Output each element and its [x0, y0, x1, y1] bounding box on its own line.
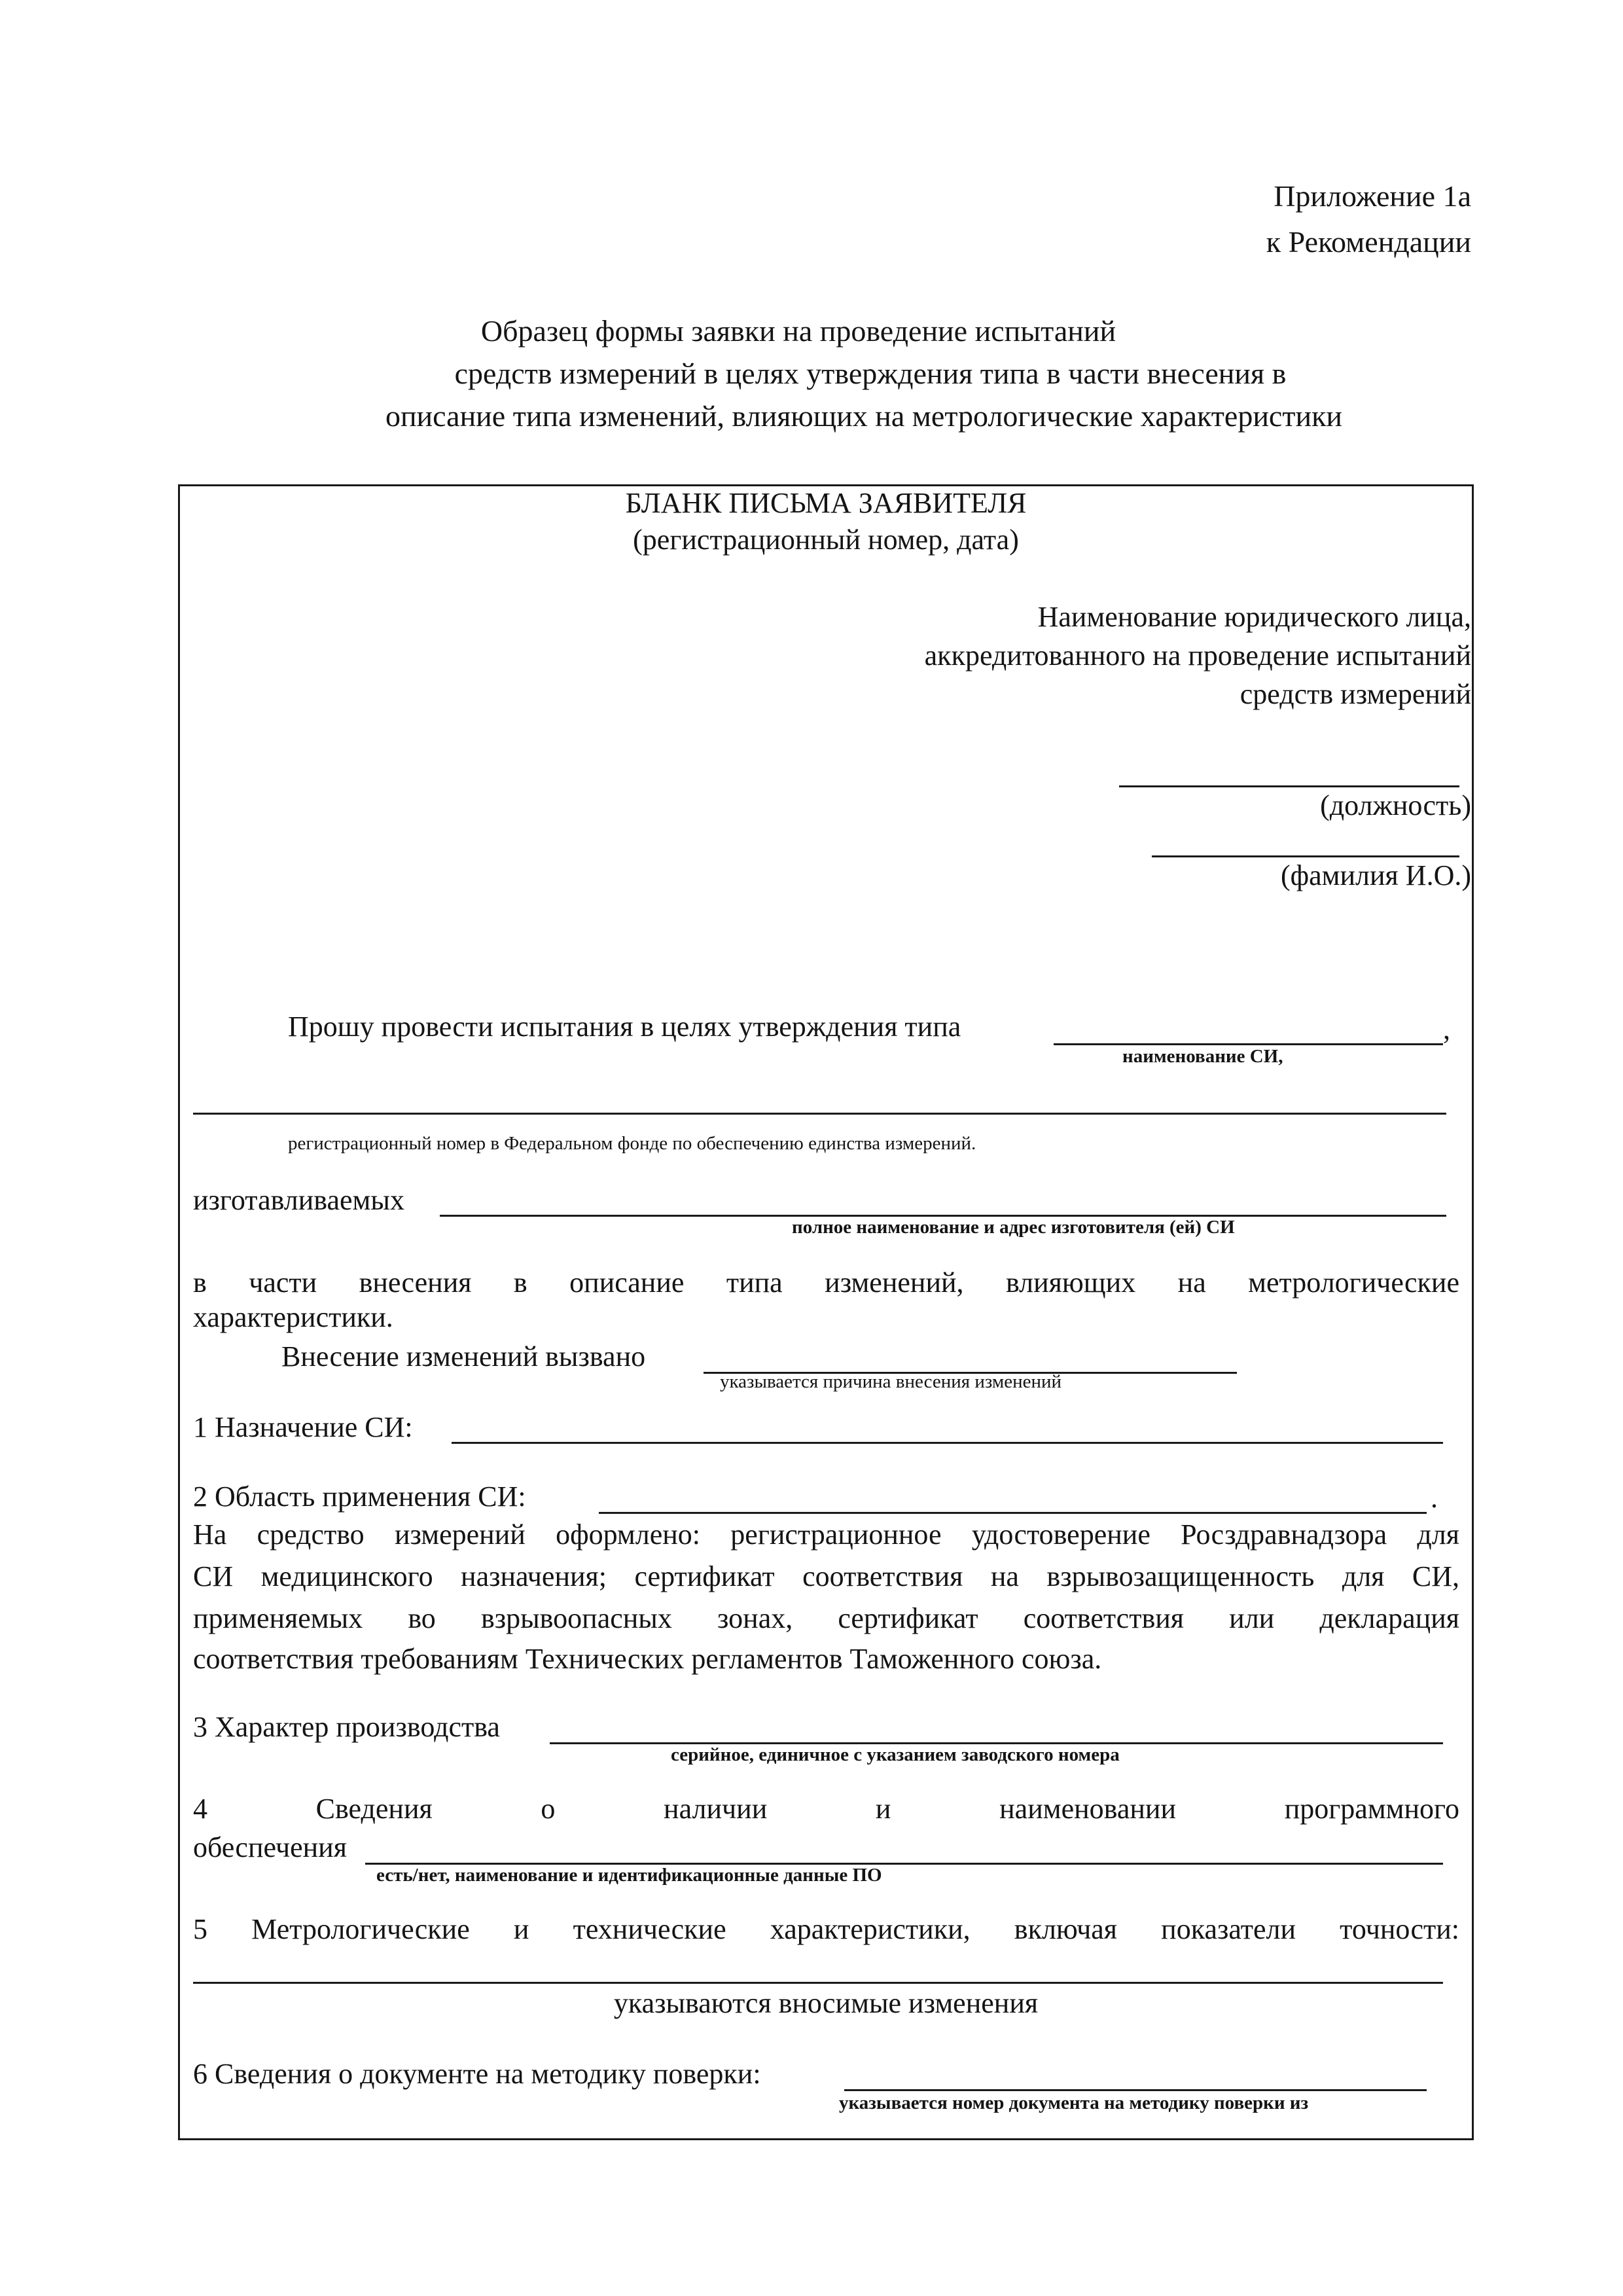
request-text: Прошу провести испытания в целях утверждения типа: [288, 1011, 961, 1043]
certificates-line-4: соответствия требованиям Технических регламентов Таможенного союза.: [193, 1643, 1102, 1675]
software-line-1: 4 Сведения о наличии и наименовании программного: [193, 1793, 1459, 1825]
production-label: 3 Характер производства: [193, 1711, 500, 1743]
name-field[interactable]: [1152, 855, 1459, 857]
certificates-line-2: СИ медицинского назначения; сертификат соответствия на взрывозащищенность для СИ,: [193, 1560, 1459, 1592]
letterhead-title: БЛАНК ПИСЬМА ЗАЯВИТЕЛЯ: [625, 487, 1027, 519]
production-caption: серийное, единичное с указанием заводского номера: [671, 1744, 1120, 1765]
certificates-line-1: На средство измерений оформлено: регистрационное удостоверение Росздравнадзора для: [193, 1518, 1459, 1551]
addressee-line-1: Наименование юридического лица,: [1037, 601, 1471, 633]
certificates-line-3: применяемых во взрывоопасных зонах, сертификат соответствия или декларация: [193, 1602, 1459, 1634]
appendix-reference: к Рекомендации: [1266, 225, 1471, 259]
application-end: .: [1431, 1482, 1438, 1514]
manufacturer-caption: полное наименование и адрес изготовителя (ей) СИ: [792, 1217, 1235, 1238]
software-caption: есть/нет, наименование и идентификационные данные ПО: [376, 1865, 882, 1886]
addressee-line-3: средств измерений: [1240, 678, 1471, 710]
addressee-line-2: аккредитованного на проведение испытаний: [924, 639, 1471, 672]
metrology-caption: указываются вносимые изменения: [613, 1987, 1039, 2019]
scope-line-2: характеристики.: [193, 1301, 393, 1333]
reason-label: Внесение изменений вызвано: [281, 1340, 646, 1372]
application-field[interactable]: [599, 1512, 1427, 1514]
instrument-name-caption: наименование СИ,: [1122, 1046, 1283, 1067]
registration-number-field[interactable]: [193, 1113, 1446, 1115]
reason-caption: указывается причина внесения изменений: [720, 1371, 1062, 1392]
scope-line-1: в части внесения в описание типа изменений, влияющих на метрологические: [193, 1266, 1459, 1299]
position-caption: (должность): [1320, 789, 1471, 821]
letterhead-subtitle: (регистрационный номер, дата): [633, 524, 1019, 556]
request-comma: ,: [1443, 1013, 1450, 1045]
application-label: 2 Область применения СИ:: [193, 1480, 526, 1513]
registration-number-caption: регистрационный номер в Федеральном фонде по обеспечению единства измерений.: [288, 1133, 976, 1154]
verification-caption: указывается номер документа на методику поверки из: [839, 2092, 1309, 2113]
position-field[interactable]: [1119, 785, 1459, 787]
name-caption: (фамилия И.О.): [1280, 859, 1471, 891]
software-label: обеспечения: [193, 1831, 347, 1863]
verification-label: 6 Сведения о документе на методику поверки:: [193, 2058, 761, 2090]
form-title-line-2: средств измерений в целях утверждения типа в части внесения в: [454, 357, 1287, 390]
metrology-field[interactable]: [193, 1982, 1443, 1984]
verification-field[interactable]: [844, 2089, 1427, 2091]
appendix-label: Приложение 1а: [1274, 179, 1471, 213]
metrology-line: 5 Метрологические и технические характеристики, включая показатели точности:: [193, 1913, 1459, 1945]
form-title-line-3: описание типа изменений, влияющих на метрологические характеристики: [385, 399, 1343, 433]
form-title-line-1: Образец формы заявки на проведение испытаний: [480, 314, 1116, 348]
manufactured-label: изготавливаемых: [193, 1184, 404, 1216]
purpose-label: 1 Назначение СИ:: [193, 1411, 413, 1443]
purpose-field[interactable]: [452, 1442, 1443, 1444]
